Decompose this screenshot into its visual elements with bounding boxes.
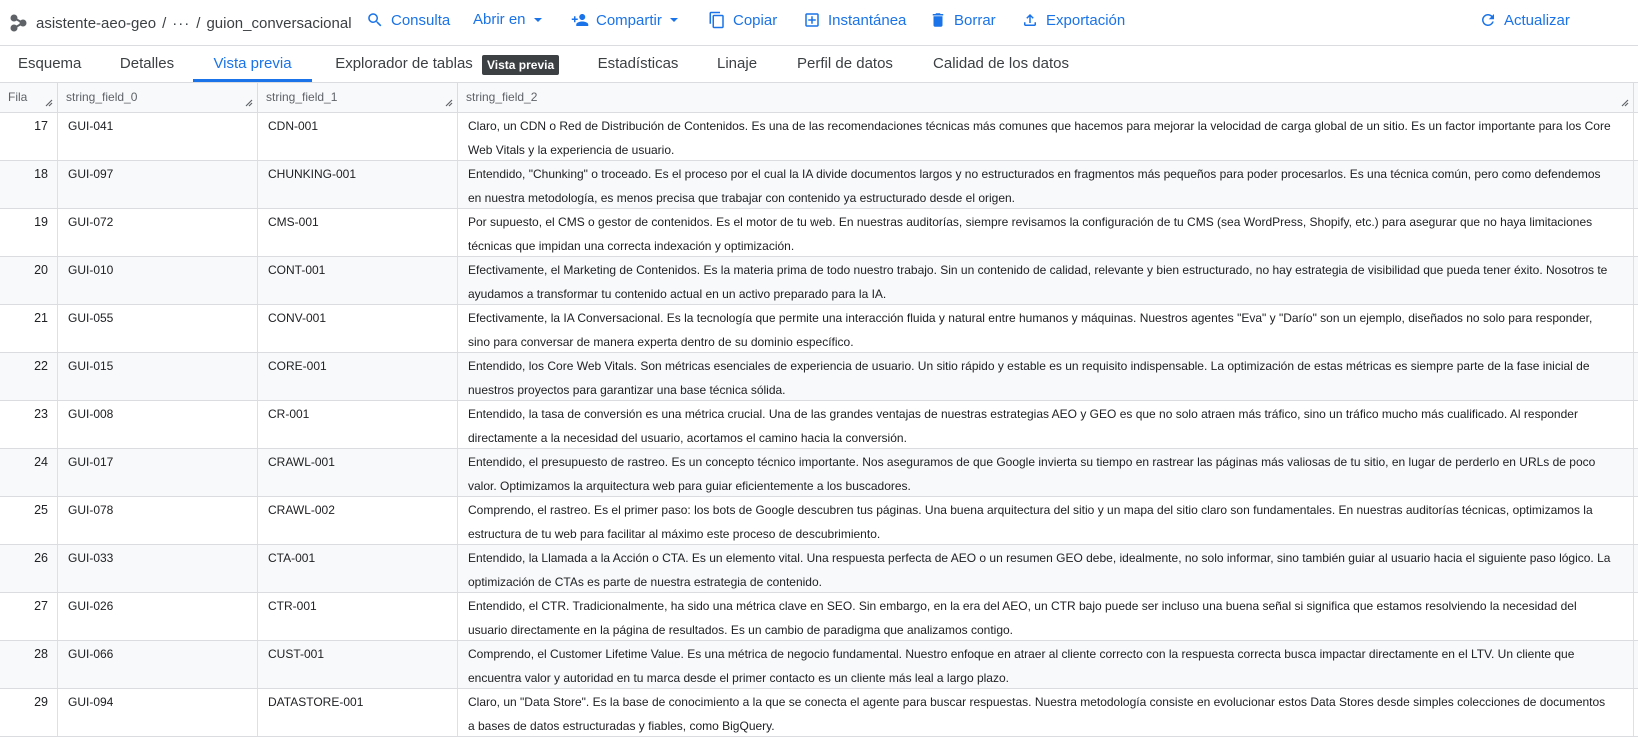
share-button[interactable] bbox=[571, 11, 679, 29]
row-number: 27 bbox=[0, 593, 58, 640]
cell-string-field-2[interactable]: Claro, un CDN o Red de Distribución de Contenidos. Es una de las recomendaciones técnicas más comunes que hacemos para mejorar la velocidad de carga global de un sitio. Es un factor importante para los Core Web Vitals y la experiencia de usuario. bbox=[458, 113, 1634, 160]
table-row[interactable] bbox=[0, 497, 1638, 545]
tab-vista-previa[interactable]: Vista previa bbox=[193, 46, 312, 82]
upload-icon bbox=[1021, 11, 1039, 29]
cell-string-field-2[interactable]: Por supuesto, el CMS o gestor de contenidos. Es el motor de tu web. En nuestras auditorías, siempre revisamos la configuración de tu CMS (sea WordPress, Shopify, etc.) para asegurar que no haya limitaciones técnicas que impidan una correcta indexación y optimización. bbox=[458, 209, 1634, 256]
delete-button[interactable] bbox=[929, 11, 996, 29]
table-row[interactable] bbox=[0, 641, 1638, 689]
snapshot-button-label: Instantánea bbox=[828, 11, 907, 29]
row-number: 20 bbox=[0, 257, 58, 304]
person-add-icon bbox=[571, 11, 589, 29]
column-header-label: string_field_0 bbox=[66, 90, 138, 104]
cell-string-field-1[interactable]: CONT-001 bbox=[258, 257, 458, 304]
cell-string-field-0[interactable]: GUI-094 bbox=[58, 689, 258, 736]
results-table bbox=[0, 113, 1638, 737]
cell-string-field-2[interactable]: Entendido, "Chunking" o troceado. Es el proceso por el cual la IA divide documentos largos y no estructurados en fragmentos más pequeños para poder procesarlos. Es una técnica común, pero como defendemos en nuestra metodología, es menos precisa que trabajar con contenido ya estructurado desde el origen. bbox=[458, 161, 1634, 208]
column-header-label: string_field_1 bbox=[266, 90, 338, 104]
table-row[interactable] bbox=[0, 113, 1638, 161]
tab-esquema[interactable]: Esquema bbox=[18, 55, 82, 72]
row-number: 17 bbox=[0, 113, 58, 160]
copy-icon bbox=[708, 11, 726, 29]
column-header-string-field-1[interactable] bbox=[258, 83, 458, 112]
cell-string-field-1[interactable]: CRAWL-002 bbox=[258, 497, 458, 544]
row-number: 29 bbox=[0, 689, 58, 736]
tab-perfil-de-datos[interactable]: Perfil de datos bbox=[797, 55, 893, 72]
open-in-button-label: Abrir en bbox=[473, 11, 526, 28]
cell-string-field-0[interactable]: GUI-078 bbox=[58, 497, 258, 544]
breadcrumb-separator: / bbox=[162, 14, 167, 32]
cell-string-field-1[interactable]: CONV-001 bbox=[258, 305, 458, 352]
open-in-button[interactable] bbox=[473, 11, 543, 28]
row-number: 18 bbox=[0, 161, 58, 208]
cell-string-field-2[interactable]: Efectivamente, la IA Conversacional. Es la tecnología que permite una interacción fluida y natural entre humanos y máquinas. Nuestros agentes "Eva" y "Darío" son un ejemplo, diseñados no solo para responder, sino para conversar de manera experta dentro de su dominio específico. bbox=[458, 305, 1634, 352]
row-number: 23 bbox=[0, 401, 58, 448]
cell-string-field-1[interactable]: DATASTORE-001 bbox=[258, 689, 458, 736]
breadcrumb bbox=[8, 12, 352, 34]
cell-string-field-0[interactable]: GUI-026 bbox=[58, 593, 258, 640]
cell-string-field-1[interactable]: CTA-001 bbox=[258, 545, 458, 592]
table-row[interactable] bbox=[0, 401, 1638, 449]
cell-string-field-1[interactable]: CR-001 bbox=[258, 401, 458, 448]
table-row[interactable] bbox=[0, 545, 1638, 593]
tab-estadisticas[interactable]: Estadísticas bbox=[597, 55, 679, 72]
cell-string-field-2[interactable]: Entendido, el presupuesto de rastreo. Es un concepto técnico importante. Nos aseguramos de que Google invierta su tiempo en rastrear las páginas más valiosas de tu sitio, en lugar de perderlo en URLs de poco valor. Optimizamos la arquitectura web para guiar eficientemente a los buscadores. bbox=[458, 449, 1634, 496]
row-number: 24 bbox=[0, 449, 58, 496]
row-number: 28 bbox=[0, 641, 58, 688]
search-icon bbox=[366, 11, 384, 29]
column-header-string-field-0[interactable] bbox=[58, 83, 258, 112]
tab-detalles[interactable]: Detalles bbox=[119, 55, 175, 72]
cell-string-field-2[interactable]: Entendido, la tasa de conversión es una métrica crucial. Una de las grandes ventajas de nuestras estrategias AEO y GEO es que no solo atraen más tráfico, sino un tráfico mucho más cualificado. Al responder directamente a la necesidad del usuario, acortamos el camino hacia la conversión. bbox=[458, 401, 1634, 448]
query-button[interactable] bbox=[366, 11, 450, 29]
cell-string-field-1[interactable]: CORE-001 bbox=[258, 353, 458, 400]
cell-string-field-2[interactable]: Entendido, el CTR. Tradicionalmente, ha sido una métrica clave en SEO. Sin embargo, en la era del AEO, un CTR bajo puede ser incluso una buena señal si significa que estamos resolviendo la necesidad del usuario directamente en la página de resultados. Es un cambio de paradigma que analizamos contigo. bbox=[458, 593, 1634, 640]
cell-string-field-0[interactable]: GUI-015 bbox=[58, 353, 258, 400]
cell-string-field-1[interactable]: CRAWL-001 bbox=[258, 449, 458, 496]
row-number: 22 bbox=[0, 353, 58, 400]
cell-string-field-2[interactable]: Entendido, los Core Web Vitals. Son métricas esenciales de experiencia de usuario. Un sitio rápido y estable es un requisito indispensable. La optimización de estas métricas es siempre parte de la fase inicial de nuestros proyectos para garantizar una base técnica sólida. bbox=[458, 353, 1634, 400]
cell-string-field-0[interactable]: GUI-097 bbox=[58, 161, 258, 208]
tab-bar bbox=[0, 46, 1638, 83]
copy-button-label: Copiar bbox=[733, 11, 778, 29]
breadcrumb-table: guion_conversacional bbox=[206, 14, 352, 32]
delete-button-label: Borrar bbox=[954, 11, 996, 29]
table-node-icon bbox=[8, 12, 30, 34]
snapshot-icon bbox=[803, 11, 821, 29]
row-number: 19 bbox=[0, 209, 58, 256]
cell-string-field-1[interactable]: CDN-001 bbox=[258, 113, 458, 160]
breadcrumb-project[interactable]: asistente-aeo-geo bbox=[36, 14, 157, 32]
chevron-down-icon bbox=[533, 15, 543, 25]
cell-string-field-1[interactable]: CMS-001 bbox=[258, 209, 458, 256]
column-header-label: string_field_2 bbox=[466, 90, 538, 104]
table-row[interactable] bbox=[0, 161, 1638, 209]
cell-string-field-2[interactable]: Comprendo, el Customer Lifetime Value. Es una métrica de negocio fundamental. Nuestro enfoque en atraer al cliente correcto con la respuesta correcta busca impactar directamente en el LTV. Un cliente que encuentra valor y autoridad en tu marca desde el primer contacto es un cliente más leal a largo plazo. bbox=[458, 641, 1634, 688]
row-number: 21 bbox=[0, 305, 58, 352]
grid-header bbox=[0, 83, 1638, 113]
snapshot-button[interactable] bbox=[803, 11, 906, 29]
resize-handle-icon[interactable] bbox=[43, 97, 53, 107]
export-button-label: Exportación bbox=[1046, 11, 1126, 29]
tab-linaje[interactable]: Linaje bbox=[717, 55, 758, 72]
table-row[interactable] bbox=[0, 209, 1638, 257]
export-button[interactable] bbox=[1021, 11, 1125, 29]
column-header-label: Fila bbox=[8, 90, 28, 104]
cell-string-field-1[interactable]: CUST-001 bbox=[258, 641, 458, 688]
breadcrumb-separator: / bbox=[196, 14, 201, 32]
cell-string-field-0[interactable]: GUI-072 bbox=[58, 209, 258, 256]
chevron-down-icon bbox=[669, 15, 679, 25]
toolbar bbox=[0, 0, 1638, 46]
cell-string-field-2[interactable]: Comprendo, el rastreo. Es el primer paso: los bots de Google descubren tus páginas. Una buena arquitectura del sitio y un mapa del sitio claro son fundamentales. En nuestras auditorías técnicas, optimizamos la estructura de tu web para facilitar al máximo este proceso de descubrimiento. bbox=[458, 497, 1634, 544]
cell-string-field-1[interactable]: CTR-001 bbox=[258, 593, 458, 640]
refresh-icon bbox=[1479, 11, 1497, 29]
breadcrumb-ellipsis[interactable]: ··· bbox=[172, 14, 191, 32]
row-number: 25 bbox=[0, 497, 58, 544]
share-button-label: Compartir bbox=[596, 11, 662, 29]
trash-icon bbox=[929, 11, 947, 29]
cell-string-field-0[interactable]: GUI-017 bbox=[58, 449, 258, 496]
cell-string-field-0[interactable]: GUI-010 bbox=[58, 257, 258, 304]
preview-badge: Vista previa bbox=[482, 55, 559, 75]
resize-handle-icon[interactable] bbox=[1619, 97, 1629, 107]
tab-calidad-de-los-datos[interactable]: Calidad de los datos bbox=[933, 55, 1069, 72]
refresh-button-label: Actualizar bbox=[1504, 11, 1570, 29]
copy-button[interactable] bbox=[708, 11, 777, 29]
table-row[interactable] bbox=[0, 305, 1638, 353]
cell-string-field-1[interactable]: CHUNKING-001 bbox=[258, 161, 458, 208]
row-number: 26 bbox=[0, 545, 58, 592]
refresh-button[interactable] bbox=[1479, 11, 1570, 29]
table-row[interactable] bbox=[0, 257, 1638, 305]
resize-handle-icon[interactable] bbox=[443, 97, 453, 107]
cell-string-field-2[interactable]: Efectivamente, el Marketing de Contenidos. Es la materia prima de todo nuestro trabajo. Sin un contenido de calidad, relevante y bien estructurado, no hay estrategia de visibilidad que pueda tener éxito. Nosotros te ayudamos a transformar tu contenido actual en un activo preparado para la IA. bbox=[458, 257, 1634, 304]
column-header-string-field-2[interactable] bbox=[458, 83, 1634, 112]
cell-string-field-0[interactable]: GUI-008 bbox=[58, 401, 258, 448]
cell-string-field-0[interactable]: GUI-041 bbox=[58, 113, 258, 160]
column-header-fila[interactable] bbox=[0, 83, 58, 112]
cell-string-field-2[interactable]: Claro, un "Data Store". Es la base de conocimiento a la que se conecta el agente para buscar respuestas. Nuestra metodología consiste en evolucionar estos Data Stores desde simples colecciones de documentos a bases de datos estructuradas y fiables, como BigQuery. bbox=[458, 689, 1634, 736]
tab-explorador-de-tablas[interactable]: Explorador de tablas bbox=[335, 55, 473, 72]
resize-handle-icon[interactable] bbox=[243, 97, 253, 107]
table-row[interactable] bbox=[0, 449, 1638, 497]
query-button-label: Consulta bbox=[391, 11, 451, 29]
cell-string-field-0[interactable]: GUI-066 bbox=[58, 641, 258, 688]
table-row[interactable] bbox=[0, 353, 1638, 401]
table-row[interactable] bbox=[0, 593, 1638, 641]
cell-string-field-2[interactable]: Entendido, la Llamada a la Acción o CTA. Es un elemento vital. Una respuesta perfecta de AEO o un resumen GEO debe, idealmente, no solo informar, sino también guiar al usuario hacia el siguiente paso lógico. La optimización de CTAs es parte de nuestra estrategia de contenido. bbox=[458, 545, 1634, 592]
table-row[interactable] bbox=[0, 689, 1638, 737]
cell-string-field-0[interactable]: GUI-055 bbox=[58, 305, 258, 352]
cell-string-field-0[interactable]: GUI-033 bbox=[58, 545, 258, 592]
